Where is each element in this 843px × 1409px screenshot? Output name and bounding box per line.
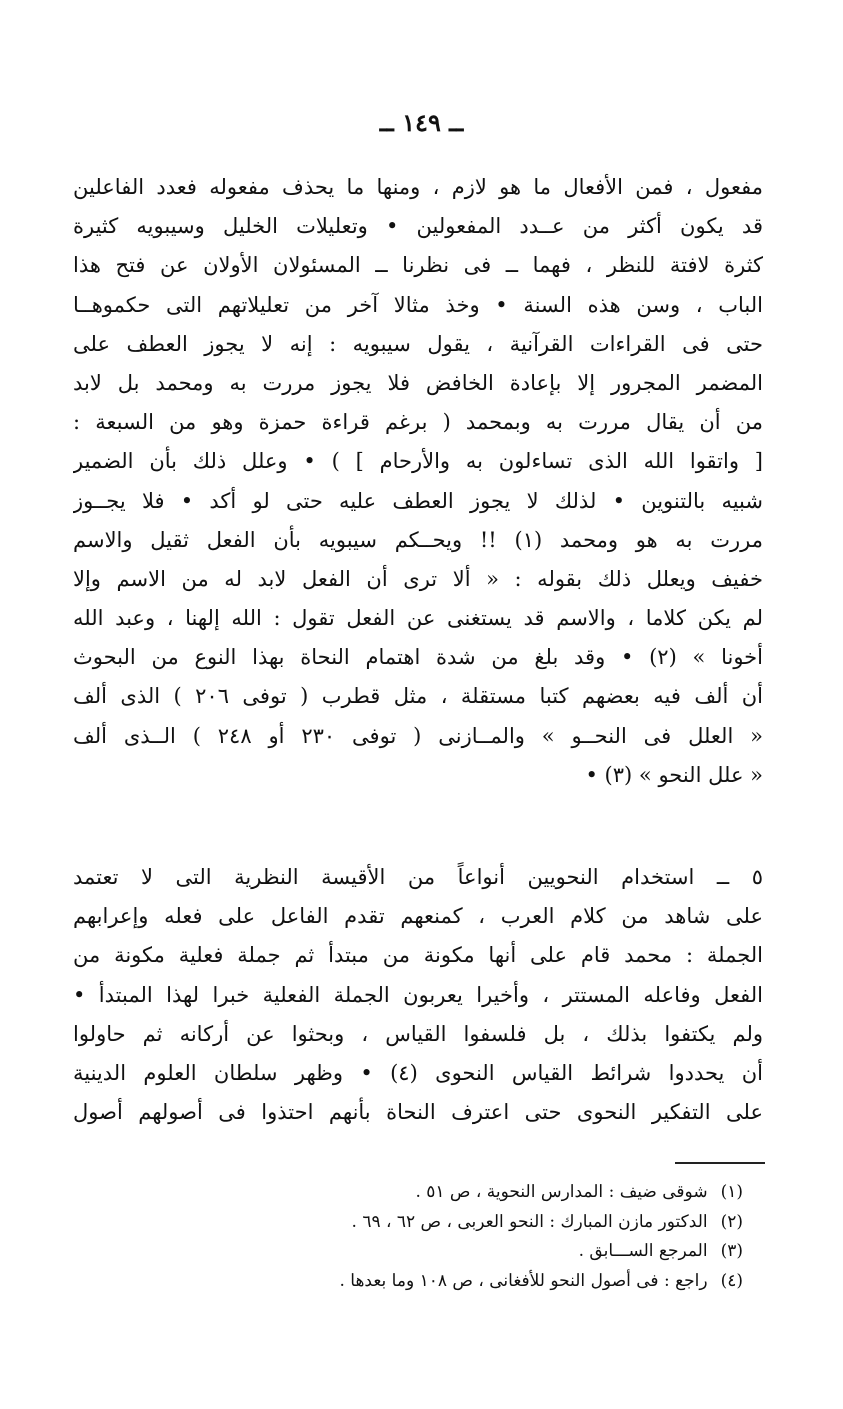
text-line: ولم يكتفوا بذلك ، بل فلسفوا القياس ، وبحثوا عن أركانه ثم حاولوا — [73, 1021, 763, 1046]
text-line: على التفكير النحوى حتى اعترف النحاة بأنهم احتذوا فى أصولهم أصول — [73, 1100, 763, 1125]
text-line: أن ألف فيه بعضهم كتبا مستقلة ، مثل قطرب ( توفى ٢٠٦ ) الذى ألف — [73, 684, 763, 709]
text-line: الجملة : محمد قام على أنها مكونة من مبتدأ ثم جملة فعلية مكونة من — [73, 943, 763, 968]
footnote-item — [103, 1267, 743, 1297]
text-line: لم يكن كلاما ، والاسم قد يستغنى عن الفعل تقول : الله إلهنا ، وعبد الله — [73, 606, 763, 631]
paragraph-1 — [73, 168, 763, 795]
footnote-separator — [675, 1162, 765, 1164]
text-line: ٥ ــ استخدام النحويين أنواعاً من الأقيسة النظرية التى لا تعتمد — [73, 865, 763, 889]
footnote-number: (٣) — [720, 1241, 743, 1261]
footnote-number: (٤) — [720, 1270, 743, 1291]
footnote-item — [103, 1178, 743, 1208]
footnote-number: (٢) — [720, 1211, 743, 1232]
footnote-text: الدكتور مازن المبارك : النحو العربى ، ص ٦٢ ، ٦٩ . — [351, 1211, 708, 1232]
footnote-number: (١) — [720, 1182, 743, 1202]
footnote-text: راجع : فى أصول النحو للأفغانى ، ص ١٠٨ وما بعدها . — [339, 1270, 708, 1291]
footnote-item — [103, 1237, 743, 1267]
text-line: كثرة لافتة للنظر ، فهما ــ فى نظرنا ــ المسئولان الأولان عن فتح هذا — [73, 253, 763, 278]
text-line: من أن يقال مررت به وبمحمد ( برغم قراءة حمزة وهو من السبعة : — [73, 410, 763, 435]
footnotes — [103, 1178, 743, 1296]
text-line: خفيف ويعلل ذلك بقوله : « ألا ترى أن الفعل لابد له من الاسم وإلا — [73, 566, 763, 591]
text-line: المضمر المجرور إلا بإعادة الخافض فلا يجوز مررت به ومحمد بل لابد — [73, 370, 763, 395]
text-line: أخونا » (٢) • وقد بلغ من شدة اهتمام النحاة بهذا النوع من البحوث — [73, 645, 763, 670]
text-line: حتى فى القراءات القرآنية ، يقول سيبويه : إنه لا يجوز العطف على — [73, 331, 763, 356]
text-line: أن يحددوا شرائط القياس النحوى (٤) • وظهر سلطان العلوم الدينية — [73, 1060, 763, 1085]
text-line: الفعل وفاعله المستتر ، وأخيرا يعربون الجملة الفعلية خبرا لهذا المبتدأ • — [73, 982, 763, 1007]
text-line: شبيه بالتنوين • لذلك لا يجوز العطف عليه حتى لو أكد • فلا يجــوز — [73, 488, 763, 513]
footnote-item — [103, 1208, 743, 1238]
footnote-text: المرجع الســـابق . — [578, 1241, 708, 1261]
paragraph-2 — [73, 858, 763, 1132]
text-line: مررت به هو ومحمد (١) !! ويحــكم سيبويه بأن الفعل ثقيل والاسم — [73, 527, 763, 552]
text-line: مفعول ، فمن الأفعال ما هو لازم ، ومنها ما يحذف مفعوله فعدد الفاعلين — [73, 175, 763, 199]
text-line: الباب ، وسن هذه السنة • وخذ مثالا آخر من تعليلاتهم التى حكموهــا — [73, 292, 763, 317]
text-line: « العلل فى النحــو » والمــازنى ( توفى ٢٣٠ أو ٢٤٨ ) الــذى ألف — [73, 723, 763, 748]
text-line: « علل النحو » (٣) • — [585, 762, 763, 787]
text-line: قد يكون أكثر من عــدد المفعولين • وتعليلات الخليل وسيبويه كثيرة — [73, 214, 763, 239]
text-line: على شاهد من كلام العرب ، كمنعهم تقدم الفاعل على فعله وإعرابهم — [73, 904, 763, 929]
page-number: ــ ١٤٩ ــ — [379, 108, 464, 137]
text-line: [ واتقوا الله الذى تساءلون به والأرحام ] ) • وعلل ذلك بأن الضمير — [73, 449, 763, 474]
footnote-text: شوقى ضيف : المدارس النحوية ، ص ٥١ . — [415, 1182, 708, 1202]
